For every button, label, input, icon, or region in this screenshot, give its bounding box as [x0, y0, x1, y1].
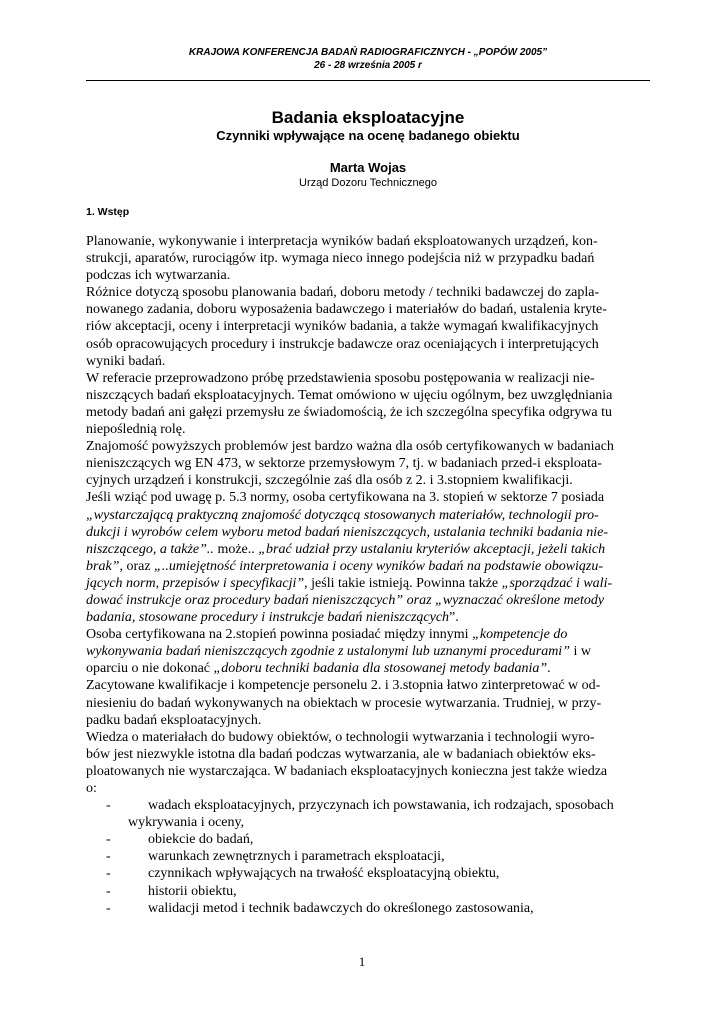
quote-line: jących norm, przepisów i specyfikacji”, jeśli takie istnieją. Powinna także „sporządzać i wali-	[86, 575, 613, 591]
text-line: o:	[86, 781, 97, 796]
quote-line: badania, stosowane procedury i instrukcje badań nieniszczących”.	[86, 610, 459, 626]
paper-subtitle: Czynniki wpływające na ocenę badanego obiektu	[216, 128, 520, 143]
list-item-continuation: wykrywania i oceny,	[128, 815, 245, 831]
text-line: Różnice dotyczą sposobu planowania badań, doboru metody / techniki badawczej do zapla-	[86, 285, 600, 301]
text-line: W referacie przeprowadzono próbę przedstawienia sposobu postępowania w realizacji nie-	[86, 370, 595, 386]
list-item: - czynnikach wpływających na trwałość eksploatacyjną obiektu,	[106, 866, 500, 882]
text-line: niszczących badań eksploatacyjnych. Temat omówiono w ujęciu ogólnym, bez uwzględniania	[86, 387, 613, 403]
running-header	[86, 46, 650, 72]
author-affiliation: Urząd Dozoru Technicznego	[299, 177, 437, 189]
section-heading: 1. Wstęp	[86, 206, 130, 218]
text-line: niesieniu do badań wykonywanych na obiektach w procesie wytwarzania. Trudniej, w przy-	[86, 695, 602, 711]
text-line: riów akceptacji, oceny i interpretacji wyników badania, a także wymagań kwalifikacyjnych	[86, 319, 599, 335]
quote-line: dukcji i wyrobów celem wyboru metod badań nieniszczących, ustalania techniki badania nie-	[86, 524, 609, 540]
text-line: metody badań ani gałęzi przemysłu ze świadomością, że ich szczególna specyfika odgrywa tu	[86, 404, 612, 420]
text-line: podczas ich wytwarzania.	[86, 268, 231, 284]
header-rule	[86, 80, 650, 81]
author-name: Marta Wojas	[329, 160, 407, 175]
text-line: Wiedza o materiałach do budowy obiektów, o technologii wytwarzania i technologii wyro-	[86, 729, 595, 745]
quote-line: dować instrukcje oraz procedury badań nieniszczących” oraz „wyznaczać określone metody	[86, 592, 605, 608]
quote-line: niszczącego, a także”.. może.. „brać udział przy ustalaniu kryteriów akceptacji, jeżeli takich	[86, 541, 606, 557]
text-line: Planowanie, wykonywanie i interpretacja wyników badań eksploatowanych urządzeń, kon-	[86, 234, 598, 249]
text-line: ploatowanych nie wystarczająca. W badaniach eksploatacyjnych konieczna jest także wiedza	[86, 763, 608, 779]
list-item: - obiekcie do badań,	[106, 832, 254, 848]
text-line: padku badań eksploatacyjnych.	[86, 712, 262, 728]
quote-line: brak”, oraz „..umiejętność interpretowania i oceny wyników badań na podstawie obowiązu-	[86, 558, 604, 574]
text-line: nowanego zadania, doboru wyposażenia badawczego i materiałów do badań, ustalenia kryte-	[86, 302, 607, 318]
text-line: Jeśli wziąć pod uwagę p. 5.3 normy, osoba certyfikowana na 3. stopień w sektorze 7 posiada	[86, 490, 605, 506]
text-line: oparciu o nie dokonać „doboru techniki badania dla stosowanej metody badania”.	[86, 661, 551, 677]
conference-dates: 26 - 28 września 2005 r	[314, 60, 422, 71]
page-number: 1	[358, 954, 366, 969]
text-line: niepoślednią rolę.	[86, 422, 186, 438]
text-line: nieniszczących wg EN 473, w sektorze przemysłowym 7, tj. w badaniach przed-i eksploata-	[86, 456, 602, 472]
text-line: Osoba certyfikowana na 2.stopień powinna posiadać między innymi „kompetencje do	[86, 627, 568, 643]
paper-title: Badania eksploatacyjne	[271, 108, 465, 127]
list-item: - walidacji metod i technik badawczych do określonego zastosowania,	[106, 900, 534, 916]
text-line: osób opracowujących procedury i instrukcje badawcze oraz oceniających i interpretujących	[86, 336, 599, 352]
text-line: wyniki badań.	[86, 353, 166, 369]
text-line: cyjnych urządzeń i konstrukcji, szczególnie zaś dla osób z 2. i 3.stopniem kwalifikacji.	[86, 473, 573, 489]
list-item: - warunkach zewnętrznych i parametrach eksploatacji,	[106, 849, 445, 865]
text-line: Zacytowane kwalifikacje i kompetencje personelu 2. i 3.stopnia łatwo zinterpretować w od-	[86, 678, 601, 694]
list-item: - historii obiektu,	[106, 883, 237, 899]
text-line: bów jest niezwykle istotna dla badań podczas wytwarzania, ale w badaniach obiektów eks-	[86, 746, 596, 762]
text-line: Znajomość powyższych problemów jest bardzo ważna dla osób certyfikowanych w badaniach	[86, 439, 614, 455]
list-item: - wadach eksploatacyjnych, przyczynach ich powstawania, ich rodzajach, sposobach	[106, 798, 614, 814]
quote-line: wykonywania badań nieniszczących zgodnie z ustalonymi lub uznanymi procedurami” i w	[86, 644, 591, 660]
conference-name: KRAJOWA KONFERENCJA BADAŃ RADIOGRAFICZNYCH - „POPÓW 2005”	[188, 47, 548, 58]
body-text	[86, 233, 650, 917]
text-line: strukcji, aparatów, rurociągów itp. wymaga nieco innego podejścia niż w przypadku badań	[86, 251, 595, 267]
quote-line: „wystarczającą praktyczną znajomość dotyczącą stosowanych materiałów, technologii pro-	[86, 507, 599, 523]
